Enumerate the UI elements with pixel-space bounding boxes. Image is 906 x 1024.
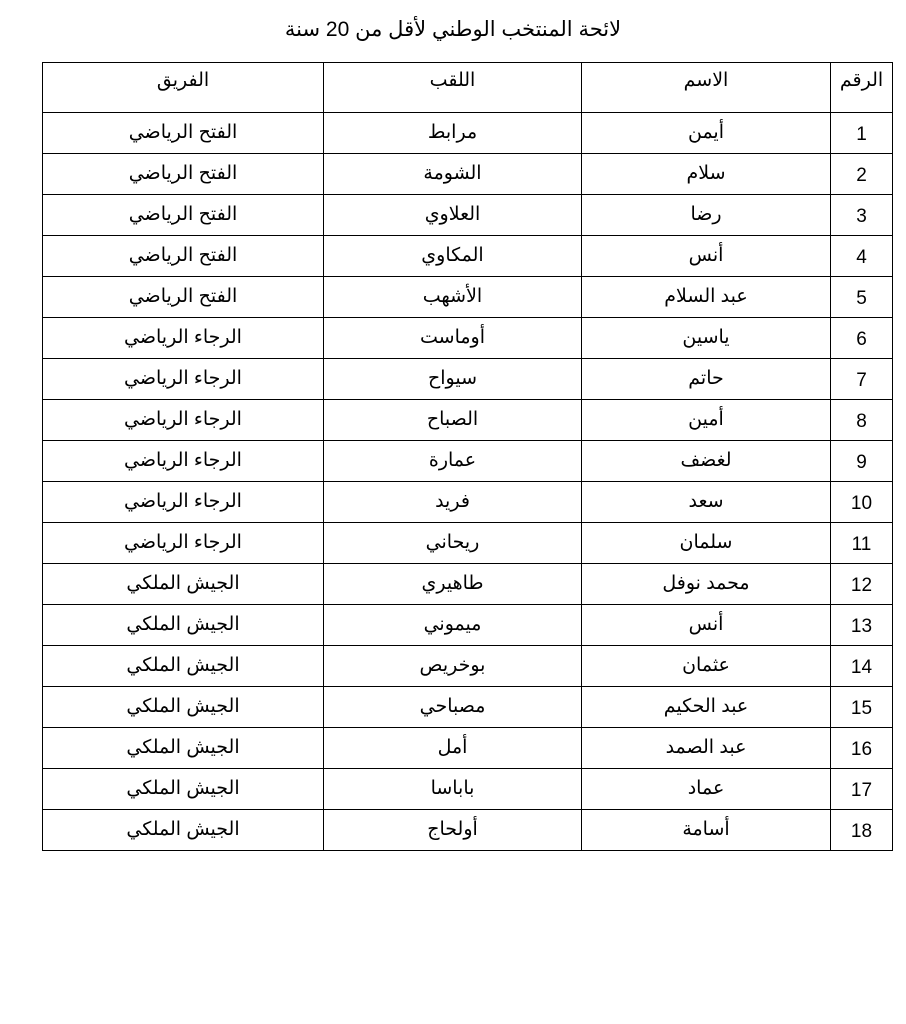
cell-name: أنس	[582, 605, 831, 646]
cell-number: 13	[831, 605, 893, 646]
cell-team: الرجاء الرياضي	[43, 441, 324, 482]
cell-nickname: مصباحي	[324, 687, 582, 728]
cell-name: عثمان	[582, 646, 831, 687]
table-row	[43, 236, 893, 277]
cell-nickname: باباسا	[324, 769, 582, 810]
cell-team: الجيش الملكي	[43, 810, 324, 851]
table-row	[43, 318, 893, 359]
cell-team: الفتح الرياضي	[43, 277, 324, 318]
cell-team: الرجاء الرياضي	[43, 523, 324, 564]
roster-body	[43, 113, 893, 851]
cell-name: عبد السلام	[582, 277, 831, 318]
cell-nickname: الأشهب	[324, 277, 582, 318]
cell-number: 3	[831, 195, 893, 236]
cell-name: عبد الصمد	[582, 728, 831, 769]
cell-nickname: مرابط	[324, 113, 582, 154]
table-row	[43, 605, 893, 646]
cell-name: محمد نوفل	[582, 564, 831, 605]
cell-number: 11	[831, 523, 893, 564]
cell-number: 6	[831, 318, 893, 359]
cell-team: الجيش الملكي	[43, 728, 324, 769]
header-nickname: اللقب	[324, 63, 582, 113]
header-number: الرقم	[831, 63, 893, 113]
cell-nickname: أوماست	[324, 318, 582, 359]
cell-team: الجيش الملكي	[43, 769, 324, 810]
table-row	[43, 523, 893, 564]
cell-name: عبد الحكيم	[582, 687, 831, 728]
cell-name: سلام	[582, 154, 831, 195]
cell-name: أيمن	[582, 113, 831, 154]
table-row	[43, 769, 893, 810]
cell-team: الفتح الرياضي	[43, 236, 324, 277]
cell-name: لغضف	[582, 441, 831, 482]
cell-number: 14	[831, 646, 893, 687]
cell-nickname: الشومة	[324, 154, 582, 195]
cell-number: 17	[831, 769, 893, 810]
cell-nickname: بوخريص	[324, 646, 582, 687]
cell-number: 12	[831, 564, 893, 605]
cell-nickname: فريد	[324, 482, 582, 523]
cell-number: 1	[831, 113, 893, 154]
roster-table	[42, 62, 893, 851]
cell-nickname: طاهيري	[324, 564, 582, 605]
table-row	[43, 195, 893, 236]
cell-name: حاتم	[582, 359, 831, 400]
cell-number: 2	[831, 154, 893, 195]
cell-nickname: عمارة	[324, 441, 582, 482]
table-row	[43, 646, 893, 687]
cell-number: 8	[831, 400, 893, 441]
table-row	[43, 728, 893, 769]
cell-number: 15	[831, 687, 893, 728]
cell-team: الرجاء الرياضي	[43, 359, 324, 400]
cell-name: رضا	[582, 195, 831, 236]
table-row	[43, 359, 893, 400]
table-row	[43, 113, 893, 154]
table-row	[43, 482, 893, 523]
cell-nickname: ميموني	[324, 605, 582, 646]
cell-name: أمين	[582, 400, 831, 441]
table-row	[43, 277, 893, 318]
cell-team: الجيش الملكي	[43, 646, 324, 687]
cell-team: الجيش الملكي	[43, 687, 324, 728]
table-row	[43, 441, 893, 482]
cell-nickname: سيواح	[324, 359, 582, 400]
cell-team: الرجاء الرياضي	[43, 482, 324, 523]
cell-team: الفتح الرياضي	[43, 154, 324, 195]
cell-name: ياسين	[582, 318, 831, 359]
cell-team: الفتح الرياضي	[43, 113, 324, 154]
table-row	[43, 400, 893, 441]
page-title: لائحة المنتخب الوطني لأقل من 20 سنة	[284, 18, 622, 41]
table-row	[43, 564, 893, 605]
cell-number: 9	[831, 441, 893, 482]
cell-nickname: ريحاني	[324, 523, 582, 564]
cell-name: أنس	[582, 236, 831, 277]
cell-name: سلمان	[582, 523, 831, 564]
cell-team: الرجاء الرياضي	[43, 400, 324, 441]
cell-nickname: المكاوي	[324, 236, 582, 277]
cell-name: أسامة	[582, 810, 831, 851]
cell-number: 18	[831, 810, 893, 851]
cell-name: سعد	[582, 482, 831, 523]
cell-team: الجيش الملكي	[43, 605, 324, 646]
cell-nickname: العلاوي	[324, 195, 582, 236]
cell-team: الجيش الملكي	[43, 564, 324, 605]
cell-number: 10	[831, 482, 893, 523]
cell-number: 16	[831, 728, 893, 769]
cell-number: 7	[831, 359, 893, 400]
cell-nickname: أمل	[324, 728, 582, 769]
header-team: الفريق	[43, 63, 324, 113]
header-row	[43, 63, 893, 113]
cell-number: 4	[831, 236, 893, 277]
cell-nickname: أولحاج	[324, 810, 582, 851]
cell-name: عماد	[582, 769, 831, 810]
table-row	[43, 810, 893, 851]
cell-nickname: الصباح	[324, 400, 582, 441]
table-row	[43, 154, 893, 195]
table-row	[43, 687, 893, 728]
header-name: الاسم	[582, 63, 831, 113]
cell-number: 5	[831, 277, 893, 318]
cell-team: الفتح الرياضي	[43, 195, 324, 236]
cell-team: الرجاء الرياضي	[43, 318, 324, 359]
